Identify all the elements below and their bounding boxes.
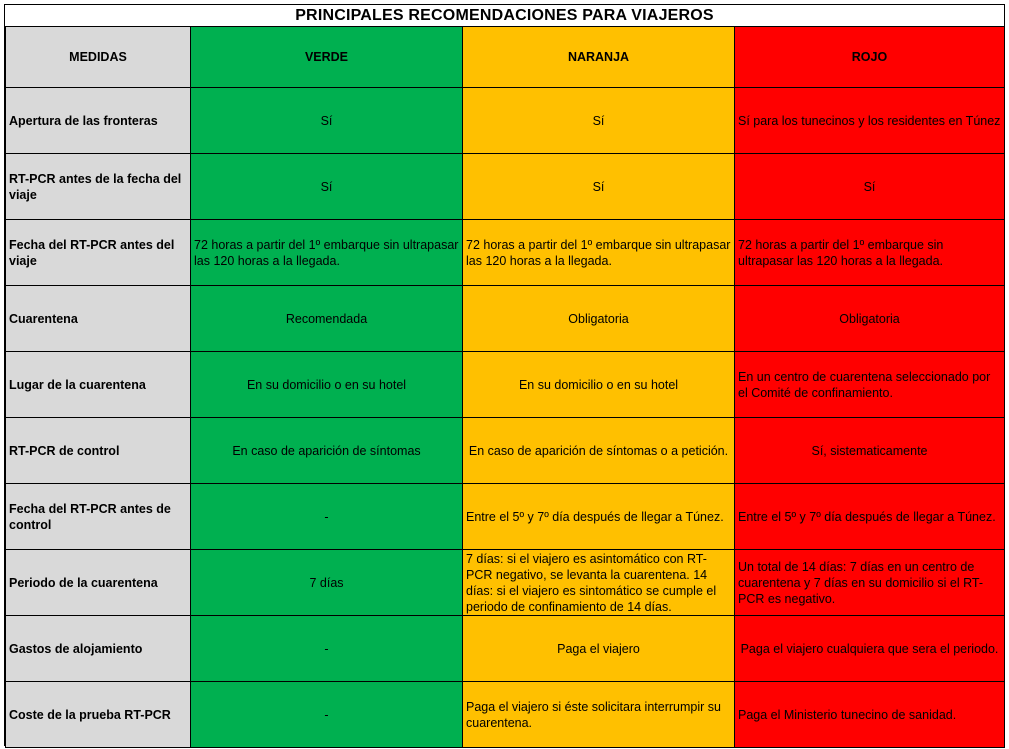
header-naranja[interactable]: NARANJA xyxy=(463,27,735,88)
cell-rojo[interactable]: En un centro de cuarentena seleccionado por el Comité de confinamiento. xyxy=(735,352,1005,418)
cell-rojo[interactable]: Sí xyxy=(735,154,1005,220)
cell-naranja[interactable]: Entre el 5º y 7º día después de llegar a Túnez. xyxy=(463,484,735,550)
table-row xyxy=(6,352,1005,418)
cell-verde[interactable]: Sí xyxy=(191,88,463,154)
cell-rojo[interactable]: 72 horas a partir del 1º embarque sin ultrapasar las 120 horas a la llegada. xyxy=(735,220,1005,286)
row-label[interactable]: Fecha del RT-PCR antes del viaje xyxy=(6,220,191,286)
row-label[interactable]: Coste de la prueba RT-PCR xyxy=(6,682,191,748)
row-label[interactable]: Apertura de las fronteras xyxy=(6,88,191,154)
cell-naranja[interactable]: Sí xyxy=(463,88,735,154)
table-title: PRINCIPALES RECOMENDACIONES PARA VIAJEROS xyxy=(5,5,1004,27)
cell-naranja[interactable]: En caso de aparición de síntomas o a petición. xyxy=(463,418,735,484)
table-row xyxy=(6,682,1005,748)
spreadsheet xyxy=(4,4,1005,746)
cell-naranja[interactable]: En su domicilio o en su hotel xyxy=(463,352,735,418)
cell-verde[interactable]: - xyxy=(191,616,463,682)
table-row xyxy=(6,154,1005,220)
table-row xyxy=(6,418,1005,484)
cell-verde[interactable]: Recomendada xyxy=(191,286,463,352)
cell-rojo[interactable]: Paga el viajero cualquiera que sera el periodo. xyxy=(735,616,1005,682)
cell-verde[interactable]: 72 horas a partir del 1º embarque sin ultrapasar las 120 horas a la llegada. xyxy=(191,220,463,286)
table-row xyxy=(6,286,1005,352)
cell-rojo[interactable]: Sí, sistematicamente xyxy=(735,418,1005,484)
cell-verde[interactable]: - xyxy=(191,682,463,748)
cell-rojo[interactable]: Sí para los tunecinos y los residentes en Túnez xyxy=(735,88,1005,154)
row-label[interactable]: Cuarentena xyxy=(6,286,191,352)
cell-naranja[interactable]: Paga el viajero si éste solicitara interrumpir su cuarentena. xyxy=(463,682,735,748)
row-label[interactable]: Periodo de la cuarentena xyxy=(6,550,191,616)
row-label[interactable]: RT-PCR antes de la fecha del viaje xyxy=(6,154,191,220)
cell-verde[interactable]: En caso de aparición de síntomas xyxy=(191,418,463,484)
header-medidas[interactable]: MEDIDAS xyxy=(6,27,191,88)
table-row xyxy=(6,484,1005,550)
cell-naranja[interactable]: Obligatoria xyxy=(463,286,735,352)
table-row xyxy=(6,616,1005,682)
cell-rojo[interactable]: Paga el Ministerio tunecino de sanidad. xyxy=(735,682,1005,748)
cell-verde[interactable]: - xyxy=(191,484,463,550)
cell-naranja[interactable]: 7 días: si el viajero es asintomático con RT-PCR negativo, se levanta la cuarentena. 14 días: si el viajero es sintomático se cumple el periodo de confinamiento de 14 días. xyxy=(463,550,735,616)
cell-verde[interactable]: Sí xyxy=(191,154,463,220)
header-row xyxy=(6,27,1005,88)
cell-verde[interactable]: 7 días xyxy=(191,550,463,616)
row-label[interactable]: Lugar de la cuarentena xyxy=(6,352,191,418)
cell-rojo[interactable]: Entre el 5º y 7º día después de llegar a Túnez. xyxy=(735,484,1005,550)
cell-rojo[interactable]: Un total de 14 días: 7 días en un centro de cuarentena y 7 días en su domicilio si el RT-PCR es negativo. xyxy=(735,550,1005,616)
table-row xyxy=(6,550,1005,616)
table-row xyxy=(6,88,1005,154)
recommendations-table xyxy=(5,27,1005,748)
cell-rojo[interactable]: Obligatoria xyxy=(735,286,1005,352)
header-rojo[interactable]: ROJO xyxy=(735,27,1005,88)
row-label[interactable]: Gastos de alojamiento xyxy=(6,616,191,682)
header-verde[interactable]: VERDE xyxy=(191,27,463,88)
cell-naranja[interactable]: 72 horas a partir del 1º embarque sin ultrapasar las 120 horas a la llegada. xyxy=(463,220,735,286)
cell-naranja[interactable]: Sí xyxy=(463,154,735,220)
cell-verde[interactable]: En su domicilio o en su hotel xyxy=(191,352,463,418)
cell-naranja[interactable]: Paga el viajero xyxy=(463,616,735,682)
table-row xyxy=(6,220,1005,286)
row-label[interactable]: RT-PCR de control xyxy=(6,418,191,484)
row-label[interactable]: Fecha del RT-PCR antes de control xyxy=(6,484,191,550)
